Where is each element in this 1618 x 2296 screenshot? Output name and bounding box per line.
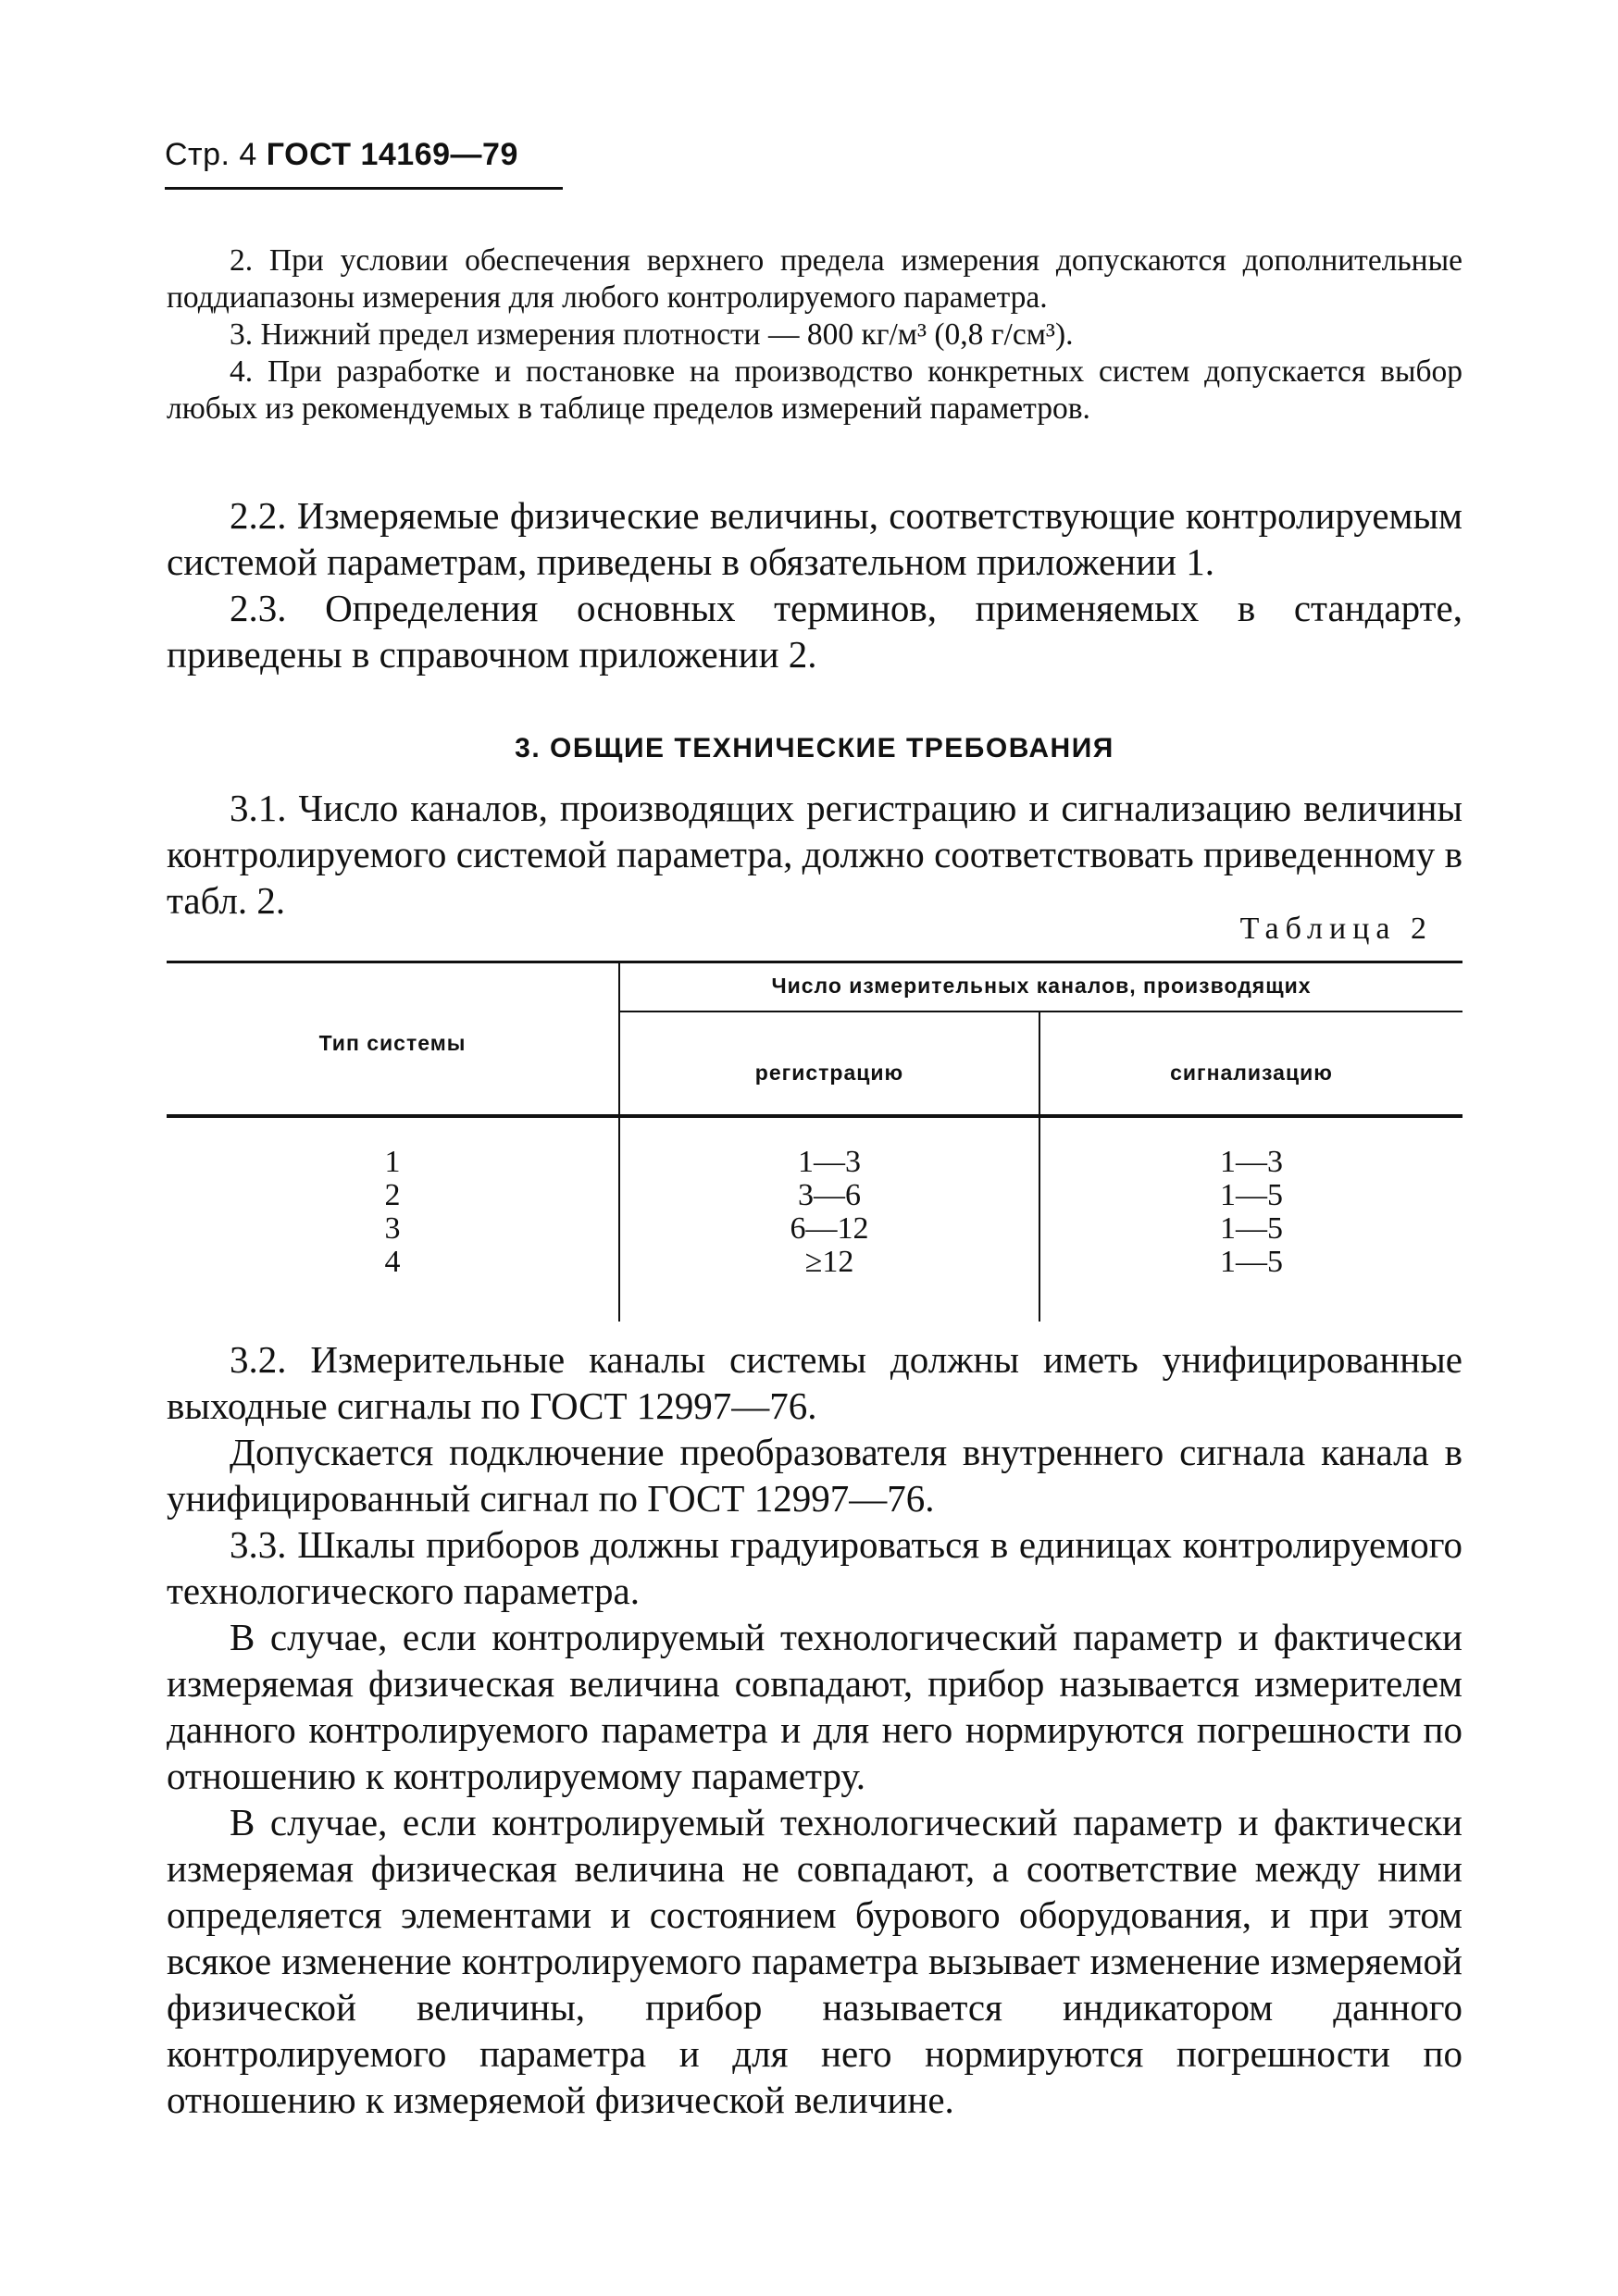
section-2-paragraphs	[167, 492, 1462, 677]
cell-signaling-1: 1—3	[1220, 1145, 1283, 1179]
paragraph-2-2: 2.2. Измеряемые физические величины, соответствующие контролируемым системой параметрам, приведены в обязательном приложении 1.	[167, 494, 1462, 583]
paragraph-2-3: 2.3. Определения основных терминов, применяемых в стандарте, приведены в справочном приложении 2.	[167, 587, 1462, 676]
table-notes	[167, 242, 1462, 428]
table-caption: Таблица 2	[1239, 912, 1433, 946]
header-signaling: сигнализацию	[1170, 1061, 1333, 1085]
cell-signaling-4: 1—5	[1220, 1245, 1283, 1279]
header-system-type: Тип системы	[318, 1031, 467, 1055]
cell-registration-2: 3—6	[798, 1178, 861, 1212]
table-2	[167, 961, 1462, 1322]
section-3-heading: 3. ОБЩИЕ ТЕХНИЧЕСКИЕ ТРЕБОВАНИЯ	[515, 733, 1114, 763]
cell-signaling-2: 1—5	[1220, 1178, 1283, 1212]
cell-registration-4: ≥12	[804, 1245, 854, 1279]
cell-registration-3: 6—12	[790, 1211, 869, 1246]
cell-type-1: 1	[384, 1145, 401, 1179]
paragraph-3-2: 3.2. Измерительные каналы системы должны иметь унифицированные выходные сигналы по ГОСТ 12997—76.	[167, 1338, 1462, 1427]
column-registration	[620, 1146, 1039, 1279]
table-header-rule	[167, 1114, 1462, 1118]
header-registration: регистрацию	[754, 1061, 904, 1085]
section-3-continued	[167, 1336, 1462, 2123]
paragraph-3-3-indicator: В случае, если контролируемый технологический параметр и фактически измеряемая физическая величина не совпадают, а соответствие между ними определяется элементами и состоянием бурового оборудования, и при этом всякое изменение контролируемого параметра вызывает изменение измеряемой физической величины, прибор называется индикатором данного контролируемого параметра и для него нормируются погрешности по отношению к измеряемой физической величине.	[167, 1801, 1462, 2121]
header-rule	[165, 187, 563, 190]
page-number: Стр. 4	[165, 137, 257, 172]
table-top-rule	[167, 961, 1462, 963]
cell-type-3: 3	[384, 1211, 401, 1246]
cell-type-2: 2	[384, 1178, 401, 1212]
paragraph-3-3: 3.3. Шкалы приборов должны градуироваться в единицах контролируемого технологического параметра.	[167, 1523, 1462, 1612]
standard-code: ГОСТ 14169—79	[266, 137, 518, 172]
header-channel-count: Число измерительных каналов, производящих	[771, 974, 1312, 998]
paragraph-3-1-block	[167, 785, 1462, 924]
page-header	[165, 137, 518, 173]
column-signaling	[1040, 1146, 1462, 1279]
cell-type-4: 4	[384, 1245, 401, 1279]
note-4: 4. При разработке и постановке на производство конкретных систем допускается выбор любых из рекомендуемых в таблице пределов измерений параметров.	[167, 354, 1462, 426]
note-3: 3. Нижний предел измерения плотности — 800 кг/м³ (0,8 г/см³).	[230, 317, 1074, 352]
paragraph-3-3-meter: В случае, если контролируемый технологический параметр и фактически измеряемая физическая величина совпадают, прибор называется измерителем данного контролируемого параметра и для него нормируются погрешности по отношению к контролируемому параметру.	[167, 1616, 1462, 1797]
table-group-rule	[618, 1011, 1462, 1012]
column-system-type	[167, 1146, 618, 1279]
paragraph-3-2-addendum: Допускается подключение преобразователя внутреннего сигнала канала в унифицированный сигнал по ГОСТ 12997—76.	[167, 1431, 1462, 1520]
cell-signaling-3: 1—5	[1220, 1211, 1283, 1246]
note-2: 2. При условии обеспечения верхнего предела измерения допускаются дополнительные поддиапазоны измерения для любого контролируемого параметра.	[167, 243, 1462, 315]
cell-registration-1: 1—3	[798, 1145, 861, 1179]
paragraph-3-1: 3.1. Число каналов, производящих регистрацию и сигнализацию величины контролируемого системой параметра, должно соответствовать приведенному в табл. 2.	[167, 787, 1462, 922]
